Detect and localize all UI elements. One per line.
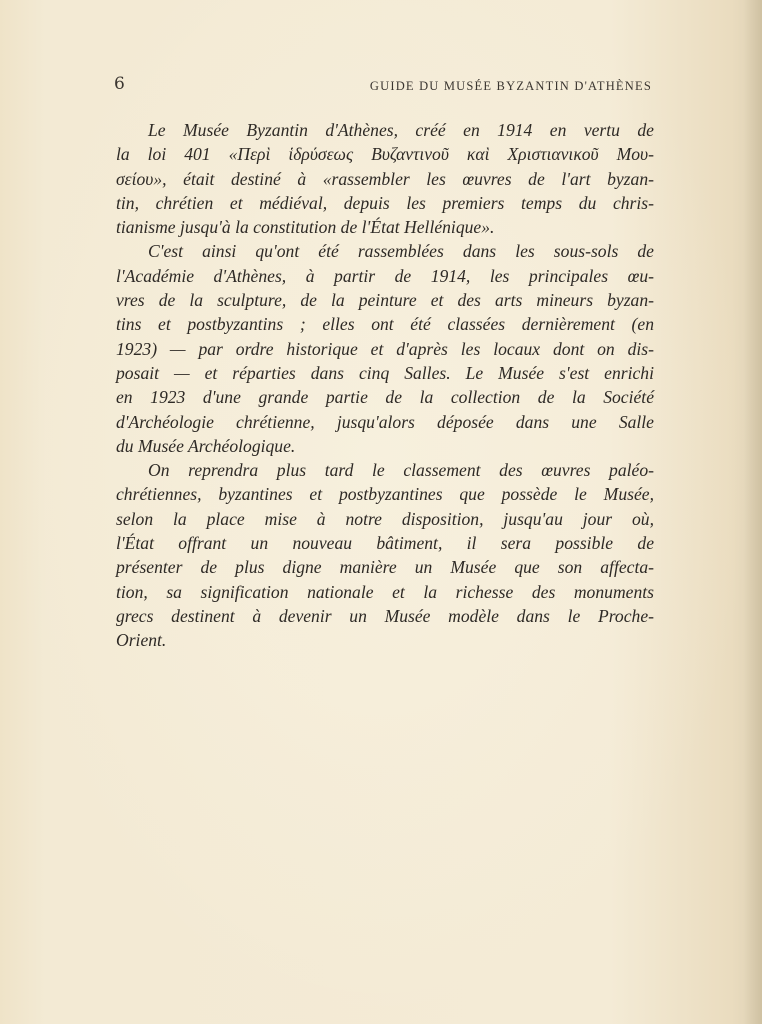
text-line: C'est ainsi qu'ont été rassemblées dans les sous-sols de <box>148 241 654 262</box>
text-line: posait — et réparties dans cinq Salles. Le Musée s'est enrichi <box>116 362 654 383</box>
text-line: grecs destinent à devenir un Musée modèle dans le Proche- <box>116 605 654 626</box>
text-line: 1923) — par ordre historique et d'après les locaux dont on dis- <box>116 338 654 359</box>
text-line: présenter de plus digne manière un Musée que son affecta- <box>116 557 654 578</box>
running-title: GUIDE DU MUSÉE BYZANTIN D'ATHÈNES <box>369 79 652 93</box>
paragraph-2 <box>116 239 654 458</box>
text-line: σείου», était destiné à «rassembler les œuvres de l'art byzan- <box>116 168 654 189</box>
text-line: l'Académie d'Athènes, à partir de 1914, les principales œu- <box>116 265 654 286</box>
body-text <box>116 118 654 653</box>
text-line: Orient. <box>116 630 167 651</box>
text-line: du Musée Archéologique. <box>116 435 296 456</box>
text-line: tion, sa signification nationale et la richesse des monuments <box>116 581 654 602</box>
text-line: On reprendra plus tard le classement des œuvres paléo- <box>148 460 654 481</box>
paragraph-3 <box>116 458 654 652</box>
text-line: selon la place mise à notre disposition, jusqu'au jour où, <box>116 508 654 529</box>
text-line: Le Musée Byzantin d'Athènes, créé en 1914 en vertu de <box>148 120 654 140</box>
text-line: tin, chrétien et médiéval, depuis les premiers temps du chris- <box>116 192 654 213</box>
text-line: d'Archéologie chrétienne, jusqu'alors déposée dans une Salle <box>116 411 654 432</box>
page-number: 6 <box>114 74 125 94</box>
text-line: en 1923 d'une grande partie de la collection de la Société <box>116 387 654 408</box>
text-line: tianisme jusqu'à la constitution de l'État Hellénique». <box>116 217 495 238</box>
text-line: tins et postbyzantins ; elles ont été classées dernièrement (en <box>116 314 654 335</box>
text-line: l'État offrant un nouveau bâtiment, il sera possible de <box>116 533 654 554</box>
page-edge-shadow <box>744 0 762 1024</box>
text-line: vres de la sculpture, de la peinture et des arts mineurs byzan- <box>116 290 654 311</box>
paragraph-1 <box>116 118 654 239</box>
text-line: la loi 401 «Περὶ ἱδρύσεως Βυζαντινοῦ καὶ Χριστιανικοῦ Μου- <box>116 144 654 165</box>
text-line: chrétiennes, byzantines et postbyzantines que possède le Musée, <box>116 484 654 505</box>
